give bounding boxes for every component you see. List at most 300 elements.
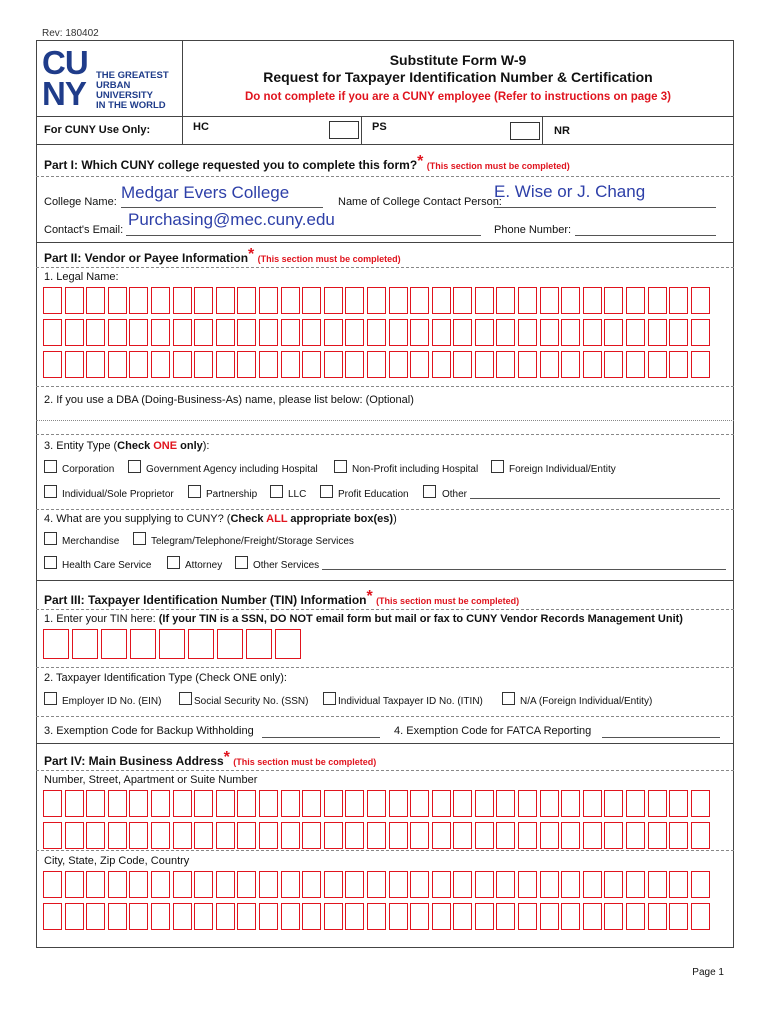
legal-name-char-box[interactable] xyxy=(648,351,667,378)
legal-name-char-box[interactable] xyxy=(561,319,580,346)
legal-name-char-box[interactable] xyxy=(237,319,256,346)
street-char-box[interactable] xyxy=(496,822,515,849)
legal-name-char-box[interactable] xyxy=(475,287,494,314)
legal-name-char-box[interactable] xyxy=(626,287,645,314)
legal-name-char-box[interactable] xyxy=(259,319,278,346)
ein-label: Employer ID No. (EIN) xyxy=(62,696,162,707)
city-char-box[interactable] xyxy=(43,871,62,898)
city-char-box[interactable] xyxy=(475,903,494,930)
legal-name-char-box[interactable] xyxy=(453,287,472,314)
street-char-box[interactable] xyxy=(108,822,127,849)
legal-name-char-box[interactable] xyxy=(540,287,559,314)
city-char-box[interactable] xyxy=(43,903,62,930)
legal-name-char-box[interactable] xyxy=(691,351,710,378)
logo-tagline-2: URBAN UNIVERSITY xyxy=(96,80,154,101)
tin-digit-box[interactable] xyxy=(275,629,301,659)
ssn-checkbox[interactable] xyxy=(179,692,192,705)
legal-name-char-box[interactable] xyxy=(410,351,429,378)
city-char-box[interactable] xyxy=(432,871,451,898)
city-char-box[interactable] xyxy=(410,871,429,898)
legal-name-char-box[interactable] xyxy=(669,287,688,314)
legal-name-char-box[interactable] xyxy=(151,351,170,378)
backup-withholding-label: 3. Exemption Code for Backup Withholding xyxy=(44,725,254,737)
street-char-box[interactable] xyxy=(389,822,408,849)
street-char-box[interactable] xyxy=(345,822,364,849)
city-char-box[interactable] xyxy=(496,871,515,898)
legal-name-char-box[interactable] xyxy=(540,351,559,378)
tin-digit-box[interactable] xyxy=(72,629,98,659)
legal-name-char-box[interactable] xyxy=(669,319,688,346)
street-char-box[interactable] xyxy=(108,790,127,817)
street-char-box[interactable] xyxy=(259,822,278,849)
contact-person-line xyxy=(494,207,716,208)
form-title: Substitute Form W-9 xyxy=(389,52,527,68)
legal-name-char-box[interactable] xyxy=(173,351,192,378)
telegram-services-checkbox[interactable] xyxy=(133,532,146,545)
city-char-box[interactable] xyxy=(302,871,321,898)
street-char-box[interactable] xyxy=(129,790,148,817)
other-entity-checkbox[interactable] xyxy=(423,485,436,498)
city-char-box[interactable] xyxy=(108,871,127,898)
legal-name-char-box[interactable] xyxy=(604,319,623,346)
legal-name-char-box[interactable] xyxy=(345,287,364,314)
legal-name-char-box[interactable] xyxy=(173,319,192,346)
legal-name-char-box[interactable] xyxy=(43,319,62,346)
legal-name-char-box[interactable] xyxy=(604,351,623,378)
government-agency-checkbox[interactable] xyxy=(128,460,141,473)
city-char-box[interactable] xyxy=(65,871,84,898)
supply-check: Check xyxy=(230,513,267,525)
street-char-box[interactable] xyxy=(475,822,494,849)
street-char-box[interactable] xyxy=(367,790,386,817)
legal-name-char-box[interactable] xyxy=(626,319,645,346)
city-char-box[interactable] xyxy=(367,871,386,898)
city-char-box[interactable] xyxy=(173,903,192,930)
city-char-box[interactable] xyxy=(324,871,343,898)
legal-name-char-box[interactable] xyxy=(496,351,515,378)
part2-note: (This section must be completed) xyxy=(257,254,401,264)
legal-name-char-box[interactable] xyxy=(367,287,386,314)
street-char-box[interactable] xyxy=(86,790,105,817)
legal-name-char-box[interactable] xyxy=(302,319,321,346)
street-char-box[interactable] xyxy=(432,822,451,849)
entity-one: ONE xyxy=(153,440,178,452)
street-char-box[interactable] xyxy=(410,790,429,817)
divider xyxy=(36,716,734,717)
legal-name-char-box[interactable] xyxy=(129,351,148,378)
legal-name-char-box[interactable] xyxy=(583,351,602,378)
partnership-checkbox[interactable] xyxy=(188,485,201,498)
legal-name-char-box[interactable] xyxy=(108,319,127,346)
city-char-box[interactable] xyxy=(194,903,213,930)
street-char-box[interactable] xyxy=(173,822,192,849)
street-char-box[interactable] xyxy=(65,822,84,849)
profit-education-label: Profit Education xyxy=(338,489,409,500)
city-char-box[interactable] xyxy=(540,871,559,898)
street-char-box[interactable] xyxy=(604,822,623,849)
legal-name-grid xyxy=(43,287,712,378)
street-char-box[interactable] xyxy=(43,822,62,849)
street-char-box[interactable] xyxy=(151,822,170,849)
street-char-box[interactable] xyxy=(583,790,602,817)
phone-number-line xyxy=(575,235,716,236)
tin-warning: (If your TIN is a SSN, DO NOT email form but mail or fax to CUNY Vendor Records Management Unit) xyxy=(158,613,683,625)
street-char-box[interactable] xyxy=(540,790,559,817)
legal-name-char-box[interactable] xyxy=(194,351,213,378)
tin-digit-box[interactable] xyxy=(159,629,185,659)
legal-name-char-box[interactable] xyxy=(216,351,235,378)
city-char-box[interactable] xyxy=(216,871,235,898)
city-char-box[interactable] xyxy=(194,871,213,898)
tin-digit-box[interactable] xyxy=(43,629,69,659)
legal-name-char-box[interactable] xyxy=(583,287,602,314)
llc-checkbox[interactable] xyxy=(270,485,283,498)
legal-name-char-box[interactable] xyxy=(345,351,364,378)
city-char-box[interactable] xyxy=(259,871,278,898)
divider xyxy=(36,242,734,243)
attorney-checkbox[interactable] xyxy=(167,556,180,569)
divider xyxy=(36,609,734,610)
legal-name-char-box[interactable] xyxy=(583,319,602,346)
ps-box[interactable] xyxy=(329,121,359,139)
legal-name-char-box[interactable] xyxy=(65,287,84,314)
street-char-box[interactable] xyxy=(648,790,667,817)
ein-checkbox[interactable] xyxy=(44,692,57,705)
sole-proprietor-checkbox[interactable] xyxy=(44,485,57,498)
street-char-box[interactable] xyxy=(216,822,235,849)
fatca-line[interactable] xyxy=(602,737,720,738)
city-char-box[interactable] xyxy=(669,871,688,898)
legal-name-char-box[interactable] xyxy=(432,287,451,314)
legal-name-char-box[interactable] xyxy=(173,287,192,314)
street-char-box[interactable] xyxy=(173,790,192,817)
na-foreign-checkbox[interactable] xyxy=(502,692,515,705)
city-char-box[interactable] xyxy=(65,903,84,930)
required-star: * xyxy=(417,153,424,170)
street-char-box[interactable] xyxy=(281,822,300,849)
legal-name-char-box[interactable] xyxy=(43,287,62,314)
other-services-checkbox[interactable] xyxy=(235,556,248,569)
city-char-box[interactable] xyxy=(129,903,148,930)
legal-name-char-box[interactable] xyxy=(367,351,386,378)
legal-name-char-box[interactable] xyxy=(410,319,429,346)
legal-name-char-box[interactable] xyxy=(194,287,213,314)
street-grid xyxy=(43,790,712,849)
city-char-box[interactable] xyxy=(237,871,256,898)
tin-digit-box[interactable] xyxy=(217,629,243,659)
city-char-box[interactable] xyxy=(626,871,645,898)
street-char-box[interactable] xyxy=(604,790,623,817)
city-char-box[interactable] xyxy=(626,903,645,930)
entity-check: Check xyxy=(117,440,154,452)
part3-title: Part III: Taxpayer Identification Number (TIN) Information xyxy=(44,593,367,607)
legal-name-char-box[interactable] xyxy=(216,319,235,346)
city-char-box[interactable] xyxy=(648,871,667,898)
other-services-line[interactable] xyxy=(322,569,726,570)
city-char-box[interactable] xyxy=(561,903,580,930)
street-char-box[interactable] xyxy=(151,790,170,817)
city-char-box[interactable] xyxy=(604,871,623,898)
street-char-box[interactable] xyxy=(540,822,559,849)
na-foreign-label: N/A (Foreign Individual/Entity) xyxy=(520,696,653,707)
city-char-box[interactable] xyxy=(561,871,580,898)
street-char-box[interactable] xyxy=(561,822,580,849)
street-row-1 xyxy=(43,790,712,817)
street-char-box[interactable] xyxy=(691,822,710,849)
legal-name-char-box[interactable] xyxy=(604,287,623,314)
tin-digit-box[interactable] xyxy=(101,629,127,659)
city-char-box[interactable] xyxy=(540,903,559,930)
street-char-box[interactable] xyxy=(367,822,386,849)
city-char-box[interactable] xyxy=(281,903,300,930)
city-char-box[interactable] xyxy=(518,871,537,898)
legal-name-char-box[interactable] xyxy=(691,287,710,314)
city-char-box[interactable] xyxy=(496,903,515,930)
city-char-box[interactable] xyxy=(604,903,623,930)
street-char-box[interactable] xyxy=(86,822,105,849)
legal-name-char-box[interactable] xyxy=(561,287,580,314)
street-char-box[interactable] xyxy=(65,790,84,817)
legal-name-char-box[interactable] xyxy=(453,319,472,346)
tin-digit-box[interactable] xyxy=(130,629,156,659)
non-profit-checkbox[interactable] xyxy=(334,460,347,473)
street-char-box[interactable] xyxy=(475,790,494,817)
legal-name-row-1 xyxy=(43,287,712,314)
city-char-box[interactable] xyxy=(324,903,343,930)
legal-name-char-box[interactable] xyxy=(432,351,451,378)
legal-name-char-box[interactable] xyxy=(561,351,580,378)
street-char-box[interactable] xyxy=(129,822,148,849)
logo-tagline-1: THE GREATEST xyxy=(96,70,169,81)
part1-note: (This section must be completed) xyxy=(426,161,570,171)
legal-name-char-box[interactable] xyxy=(669,351,688,378)
profit-education-checkbox[interactable] xyxy=(320,485,333,498)
legal-name-char-box[interactable] xyxy=(648,287,667,314)
street-char-box[interactable] xyxy=(302,790,321,817)
tin-digit-box[interactable] xyxy=(246,629,272,659)
ssn-label: Social Security No. (SSN) xyxy=(194,696,309,707)
street-char-box[interactable] xyxy=(626,790,645,817)
city-char-box[interactable] xyxy=(108,903,127,930)
legal-name-char-box[interactable] xyxy=(324,351,343,378)
legal-name-char-box[interactable] xyxy=(216,287,235,314)
fatca-label: 4. Exemption Code for FATCA Reporting xyxy=(394,725,592,737)
legal-name-char-box[interactable] xyxy=(237,287,256,314)
city-char-box[interactable] xyxy=(345,871,364,898)
legal-name-row-3 xyxy=(43,351,712,378)
legal-name-char-box[interactable] xyxy=(518,287,537,314)
legal-name-char-box[interactable] xyxy=(648,319,667,346)
city-char-box[interactable] xyxy=(173,871,192,898)
legal-name-char-box[interactable] xyxy=(389,319,408,346)
city-char-box[interactable] xyxy=(475,871,494,898)
divider xyxy=(182,116,183,144)
revision-label: Rev: 180402 xyxy=(42,28,99,39)
street-char-box[interactable] xyxy=(691,790,710,817)
tin-digit-box[interactable] xyxy=(188,629,214,659)
ps-label: PS xyxy=(372,121,387,133)
legal-name-char-box[interactable] xyxy=(410,287,429,314)
street-char-box[interactable] xyxy=(324,822,343,849)
street-char-box[interactable] xyxy=(453,822,472,849)
street-char-box[interactable] xyxy=(43,790,62,817)
street-char-box[interactable] xyxy=(453,790,472,817)
legal-name-char-box[interactable] xyxy=(626,351,645,378)
street-char-box[interactable] xyxy=(194,822,213,849)
street-char-box[interactable] xyxy=(432,790,451,817)
street-char-box[interactable] xyxy=(389,790,408,817)
foreign-entity-checkbox[interactable] xyxy=(491,460,504,473)
legal-name-char-box[interactable] xyxy=(496,319,515,346)
city-char-box[interactable] xyxy=(691,871,710,898)
legal-name-char-box[interactable] xyxy=(389,287,408,314)
street-char-box[interactable] xyxy=(237,822,256,849)
street-char-box[interactable] xyxy=(583,822,602,849)
legal-name-char-box[interactable] xyxy=(43,351,62,378)
legal-name-char-box[interactable] xyxy=(194,319,213,346)
city-label: City, State, Zip Code, Country xyxy=(44,855,190,867)
city-char-box[interactable] xyxy=(367,903,386,930)
street-char-box[interactable] xyxy=(648,822,667,849)
city-char-box[interactable] xyxy=(648,903,667,930)
legal-name-char-box[interactable] xyxy=(129,319,148,346)
city-char-box[interactable] xyxy=(453,871,472,898)
legal-name-char-box[interactable] xyxy=(65,319,84,346)
legal-name-char-box[interactable] xyxy=(691,319,710,346)
contact-person-value[interactable]: E. Wise or J. Chang xyxy=(494,182,646,201)
city-char-box[interactable] xyxy=(216,903,235,930)
street-char-box[interactable] xyxy=(626,822,645,849)
legal-name-char-box[interactable] xyxy=(496,287,515,314)
legal-name-char-box[interactable] xyxy=(65,351,84,378)
city-char-box[interactable] xyxy=(302,903,321,930)
part4-title: Part IV: Main Business Address xyxy=(44,754,224,768)
city-char-box[interactable] xyxy=(410,903,429,930)
legal-name-char-box[interactable] xyxy=(151,287,170,314)
street-char-box[interactable] xyxy=(302,822,321,849)
street-char-box[interactable] xyxy=(669,822,688,849)
city-char-box[interactable] xyxy=(281,871,300,898)
city-char-box[interactable] xyxy=(518,903,537,930)
legal-name-char-box[interactable] xyxy=(475,351,494,378)
city-char-box[interactable] xyxy=(583,903,602,930)
divider xyxy=(36,509,734,510)
city-char-box[interactable] xyxy=(259,903,278,930)
llc-label: LLC xyxy=(288,489,307,500)
city-char-box[interactable] xyxy=(129,871,148,898)
legal-name-char-box[interactable] xyxy=(108,351,127,378)
legal-name-char-box[interactable] xyxy=(281,287,300,314)
city-char-box[interactable] xyxy=(86,871,105,898)
contact-email-label: Contact's Email: xyxy=(44,224,124,236)
street-char-box[interactable] xyxy=(518,822,537,849)
backup-withholding-line[interactable] xyxy=(262,737,380,738)
legal-name-char-box[interactable] xyxy=(129,287,148,314)
legal-name-char-box[interactable] xyxy=(432,319,451,346)
employee-warning: Do not complete if you are a CUNY employee (Refer to instructions on page 3) xyxy=(245,91,671,103)
legal-name-char-box[interactable] xyxy=(259,287,278,314)
tin-prefix: 1. Enter your TIN here: xyxy=(44,613,159,625)
city-char-box[interactable] xyxy=(151,871,170,898)
street-char-box[interactable] xyxy=(669,790,688,817)
other-entity-line[interactable] xyxy=(470,498,720,499)
city-char-box[interactable] xyxy=(691,903,710,930)
street-char-box[interactable] xyxy=(237,790,256,817)
city-row-2 xyxy=(43,903,712,930)
street-char-box[interactable] xyxy=(410,822,429,849)
legal-name-char-box[interactable] xyxy=(518,351,537,378)
street-char-box[interactable] xyxy=(281,790,300,817)
legal-name-char-box[interactable] xyxy=(518,319,537,346)
street-char-box[interactable] xyxy=(345,790,364,817)
other-entity-label: Other xyxy=(442,489,468,500)
legal-name-char-box[interactable] xyxy=(86,351,105,378)
legal-name-char-box[interactable] xyxy=(86,287,105,314)
legal-name-char-box[interactable] xyxy=(389,351,408,378)
part1-title: Part I: Which CUNY college requested you to complete this form? xyxy=(44,158,418,172)
city-char-box[interactable] xyxy=(669,903,688,930)
legal-name-char-box[interactable] xyxy=(237,351,256,378)
legal-name-char-box[interactable] xyxy=(302,287,321,314)
legal-name-char-box[interactable] xyxy=(281,319,300,346)
divider xyxy=(36,267,734,268)
city-grid xyxy=(43,871,712,930)
legal-name-char-box[interactable] xyxy=(151,319,170,346)
street-char-box[interactable] xyxy=(324,790,343,817)
college-name-value[interactable]: Medgar Evers College xyxy=(121,183,290,202)
city-char-box[interactable] xyxy=(86,903,105,930)
street-char-box[interactable] xyxy=(259,790,278,817)
legal-name-char-box[interactable] xyxy=(367,319,386,346)
nr-label: NR xyxy=(554,125,570,137)
city-char-box[interactable] xyxy=(432,903,451,930)
city-char-box[interactable] xyxy=(453,903,472,930)
legal-name-char-box[interactable] xyxy=(281,351,300,378)
legal-name-char-box[interactable] xyxy=(302,351,321,378)
legal-name-char-box[interactable] xyxy=(540,319,559,346)
city-char-box[interactable] xyxy=(583,871,602,898)
supply-prefix: 4. What are you supplying to CUNY? ( xyxy=(44,513,231,525)
foreign-entity-label: Foreign Individual/Entity xyxy=(509,464,616,475)
legal-name-char-box[interactable] xyxy=(108,287,127,314)
health-care-checkbox[interactable] xyxy=(44,556,57,569)
street-char-box[interactable] xyxy=(194,790,213,817)
legal-name-char-box[interactable] xyxy=(453,351,472,378)
street-char-box[interactable] xyxy=(216,790,235,817)
city-char-box[interactable] xyxy=(345,903,364,930)
legal-name-char-box[interactable] xyxy=(345,319,364,346)
city-char-box[interactable] xyxy=(237,903,256,930)
street-char-box[interactable] xyxy=(518,790,537,817)
legal-name-char-box[interactable] xyxy=(324,319,343,346)
legal-name-char-box[interactable] xyxy=(475,319,494,346)
itin-checkbox[interactable] xyxy=(323,692,336,705)
street-char-box[interactable] xyxy=(496,790,515,817)
legal-name-char-box[interactable] xyxy=(324,287,343,314)
city-char-box[interactable] xyxy=(389,871,408,898)
city-char-box[interactable] xyxy=(151,903,170,930)
legal-name-char-box[interactable] xyxy=(259,351,278,378)
corporation-checkbox[interactable] xyxy=(44,460,57,473)
nr-box[interactable] xyxy=(510,122,540,140)
merchandise-checkbox[interactable] xyxy=(44,532,57,545)
legal-name-char-box[interactable] xyxy=(86,319,105,346)
city-char-box[interactable] xyxy=(389,903,408,930)
required-star: * xyxy=(248,246,255,263)
college-name-label: College Name: xyxy=(44,196,117,208)
street-char-box[interactable] xyxy=(561,790,580,817)
contact-email-value[interactable]: Purchasing@mec.cuny.edu xyxy=(128,210,335,229)
